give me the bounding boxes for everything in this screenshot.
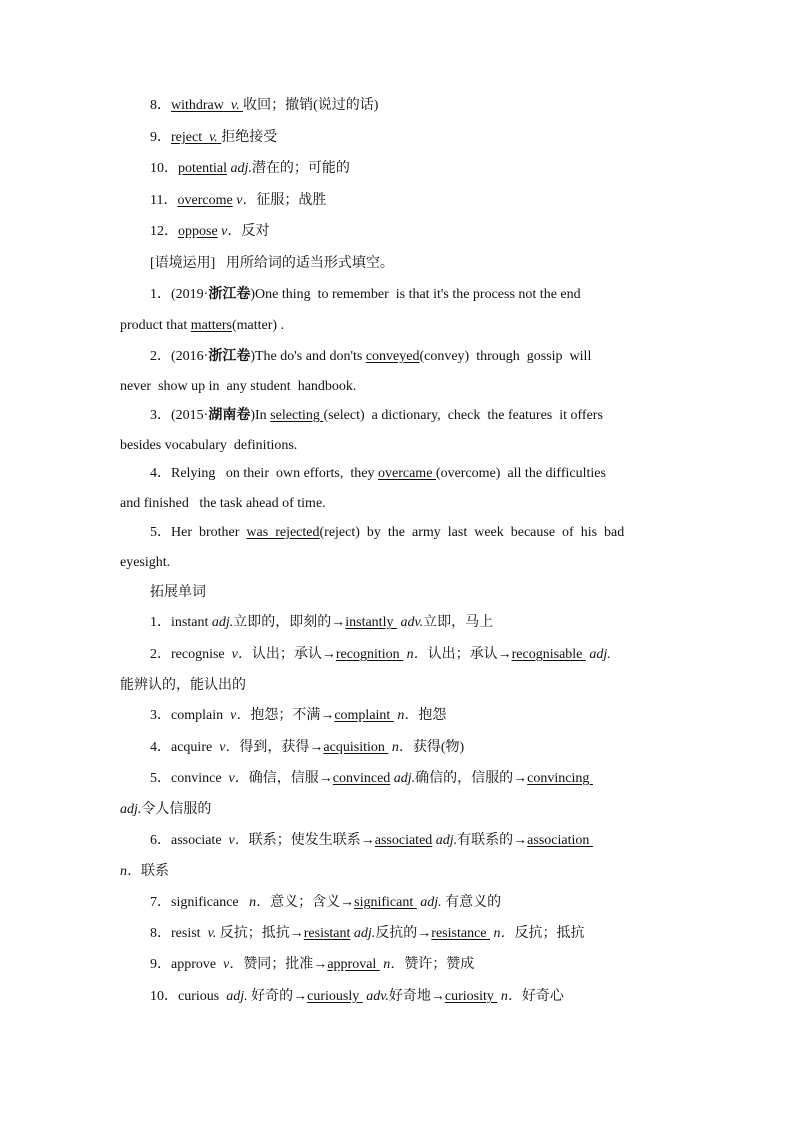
part-of-speech: v.: [207, 926, 217, 941]
exercise-source: (2015·: [171, 408, 209, 423]
section-instruction: 用所给词的适当形式填空。: [225, 256, 394, 271]
expand-item: [150, 646, 710, 664]
expand-item: [150, 925, 710, 943]
expand-item: [150, 894, 710, 912]
part-of-speech: v．: [236, 193, 257, 208]
answer-blank: recognition: [335, 647, 404, 662]
exercise-source-name: 浙江卷: [208, 349, 251, 364]
meaning: 征服；战胜: [256, 193, 327, 208]
meaning: 赞同；批准→: [243, 957, 328, 972]
meaning: 赞许；赞成: [404, 957, 475, 972]
expand-item: [150, 614, 710, 632]
headword: 7．significance: [150, 895, 250, 910]
meaning: 好奇心: [521, 989, 564, 1004]
exercise-line: [120, 378, 680, 396]
exercise-line: [150, 407, 710, 425]
exercise-source: (2019·: [171, 287, 209, 302]
meaning: 立即，马上: [423, 615, 494, 630]
answer-word: withdraw: [171, 98, 224, 113]
meaning: 联系: [141, 864, 169, 879]
part-of-speech: adj.: [390, 771, 416, 786]
answer-blank: selecting: [270, 408, 324, 423]
section-heading-expand: [150, 584, 710, 602]
meaning: 确信，信服→: [248, 771, 333, 786]
exercise-line: [150, 348, 710, 366]
answer-word: reject: [171, 130, 203, 145]
sentence-text: and finished the task ahead of time.: [120, 496, 326, 511]
exercise-number: 2．: [150, 349, 171, 364]
part-of-speech: adj.: [120, 802, 142, 817]
item-number: 10．: [150, 161, 178, 176]
headword: 1．instant: [150, 615, 212, 630]
answer-blank: significant: [354, 895, 417, 910]
meaning: 潜在的；可能的: [251, 161, 350, 176]
vocab-item: [150, 129, 710, 147]
exercise-number: 3．: [150, 408, 171, 423]
sentence-text: Relying on their own efforts, they: [171, 466, 378, 481]
expand-item: [150, 832, 710, 850]
meaning: 反对: [241, 224, 270, 239]
answer-blank: overcame: [378, 466, 436, 481]
answer-blank: acquisition: [323, 740, 389, 755]
part-of-speech: v．: [221, 224, 242, 239]
part-of-speech: v.: [209, 130, 218, 145]
exercise-line: [150, 524, 710, 542]
expand-item-continued: [120, 863, 680, 881]
sentence-text: In: [255, 408, 271, 423]
part-of-speech: n．: [379, 957, 405, 972]
meaning: 反抗；抵抗→: [216, 926, 304, 941]
part-of-speech: adj.: [432, 833, 458, 848]
part-of-speech: adj.: [350, 926, 376, 941]
exercise-line: [120, 437, 680, 455]
section-heading-context: [150, 255, 710, 273]
answer-blank: approval: [327, 957, 380, 972]
headword: 10．curious: [150, 989, 227, 1004]
meaning: 令人信服的: [141, 802, 212, 817]
part-of-speech: n．: [249, 895, 271, 910]
expand-item: [150, 956, 710, 974]
meaning: 抱怨；不满→: [250, 708, 335, 723]
exercise-line: [120, 317, 680, 335]
sentence-text: One thing to remember is that it's the process not the end: [255, 287, 581, 302]
part-of-speech: adj.: [585, 647, 611, 662]
headword: 5．convince: [150, 771, 229, 786]
exercise-number: 4．: [150, 466, 171, 481]
sentence-text: product that: [120, 318, 191, 333]
answer-blank: matters: [190, 318, 232, 333]
part-of-speech: adj.: [230, 161, 252, 176]
exercise-source-name: 浙江卷: [208, 287, 251, 302]
answer-word: oppose: [178, 224, 218, 239]
meaning: 抱怨: [418, 708, 447, 723]
sentence-text: (matter) .: [231, 318, 285, 333]
meaning: 确信的，信服的→: [415, 771, 528, 786]
item-number: 9．: [150, 130, 171, 145]
meaning: 得到，获得→: [239, 740, 324, 755]
part-of-speech: adv.: [396, 615, 424, 630]
part-of-speech: adj.: [226, 989, 248, 1004]
sentence-text: (select) a dictionary, check the features it offers: [323, 408, 603, 423]
item-number: 11．: [150, 193, 178, 208]
headword: 6．associate: [150, 833, 229, 848]
item-number: 8．: [150, 98, 171, 113]
section-tag: [语境运用]: [150, 256, 216, 271]
headword: 8．resist: [150, 926, 208, 941]
vocab-item: [150, 223, 710, 241]
section-title: 拓展单词: [150, 585, 206, 600]
part-of-speech: v．: [219, 740, 240, 755]
answer-blank: association: [527, 833, 593, 848]
meaning: 认出；承认→: [427, 647, 512, 662]
headword: 2．recognise: [150, 647, 232, 662]
part-of-speech: n．: [403, 647, 428, 662]
answer-blank: complaint: [334, 708, 394, 723]
part-of-speech: v．: [228, 833, 249, 848]
answer-blank: resistance: [431, 926, 490, 941]
sentence-text: Her brother: [171, 525, 247, 540]
part-of-speech: v.: [230, 98, 240, 113]
headword: 9．approve: [150, 957, 224, 972]
part-of-speech: v．: [231, 647, 252, 662]
exercise-source-name: 湖南卷: [208, 408, 251, 423]
meaning: 意义；含义→: [270, 895, 355, 910]
vocab-item: [150, 192, 710, 210]
answer-blank: curiously: [307, 989, 363, 1004]
meaning: 拒绝接受: [221, 130, 278, 145]
sentence-text: besides vocabulary definitions.: [120, 438, 298, 453]
part-of-speech: n．: [388, 740, 413, 755]
sentence-text: (reject) by the army last week because of his bad: [319, 525, 625, 540]
part-of-speech: n．: [120, 864, 141, 879]
exercise-number: 5．: [150, 525, 171, 540]
meaning: 有联系的→: [457, 833, 528, 848]
answer-word: potential: [178, 161, 227, 176]
sentence-text: (convey) through gossip will: [419, 349, 592, 364]
part-of-speech: n．: [497, 989, 522, 1004]
part-of-speech: adj.: [416, 895, 442, 910]
exercise-source-close: ): [250, 349, 255, 364]
headword: 3．complain: [150, 708, 231, 723]
answer-blank: instantly: [345, 615, 397, 630]
exercise-source-close: ): [250, 408, 255, 423]
exercise-line: [120, 554, 680, 572]
expand-item: [150, 739, 710, 757]
meaning: 反抗；抵抗: [514, 926, 585, 941]
vocab-item: [150, 97, 710, 115]
exercise-source-close: ): [250, 287, 255, 302]
expand-item: [150, 707, 710, 725]
meaning: 能辨认的，能认出的: [120, 678, 246, 693]
answer-blank: conveyed: [365, 349, 420, 364]
meaning: 有意义的: [441, 895, 502, 910]
headword: 4．acquire: [150, 740, 220, 755]
answer-blank: resistant: [303, 926, 351, 941]
item-number: 12．: [150, 224, 178, 239]
expand-item-continued: [120, 677, 680, 695]
exercise-line: [120, 495, 680, 513]
meaning: 好奇的→: [247, 989, 308, 1004]
answer-blank: was rejected: [246, 525, 320, 540]
sentence-text: never show up in any student handbook.: [120, 379, 357, 394]
expand-item: [150, 988, 710, 1006]
part-of-speech: v．: [230, 708, 251, 723]
vocab-item: [150, 160, 710, 178]
answer-word: overcome: [177, 193, 233, 208]
meaning: 认出；承认→: [251, 647, 336, 662]
exercise-source: (2016·: [171, 349, 209, 364]
expand-item-continued: [120, 801, 680, 819]
answer-blank: associated: [374, 833, 433, 848]
sentence-text: The do's and don'ts: [255, 349, 366, 364]
exercise-line: [150, 465, 710, 483]
meaning: 收回；撤销(说过的话): [243, 98, 379, 113]
exercise-number: 1．: [150, 287, 171, 302]
answer-blank: curiosity: [444, 989, 498, 1004]
answer-blank: recognisable: [511, 647, 586, 662]
meaning: 获得(物): [412, 740, 465, 755]
meaning: 联系；使发生联系→: [248, 833, 375, 848]
answer-blank: convinced: [332, 771, 391, 786]
sentence-text: eyesight.: [120, 555, 171, 570]
part-of-speech: adv.: [362, 989, 389, 1004]
part-of-speech: v．: [228, 771, 249, 786]
part-of-speech: v．: [223, 957, 244, 972]
meaning: 反抗的→: [375, 926, 432, 941]
part-of-speech: n．: [490, 926, 515, 941]
expand-item: [150, 770, 710, 788]
exercise-line: [150, 286, 710, 304]
meaning: 立即的，即刻的→: [233, 615, 346, 630]
part-of-speech: adj.: [211, 615, 234, 630]
sentence-text: (overcome) all the difficulties: [435, 466, 606, 481]
part-of-speech: n．: [393, 708, 419, 723]
answer-blank: convincing: [527, 771, 593, 786]
meaning: 好奇地→: [388, 989, 445, 1004]
